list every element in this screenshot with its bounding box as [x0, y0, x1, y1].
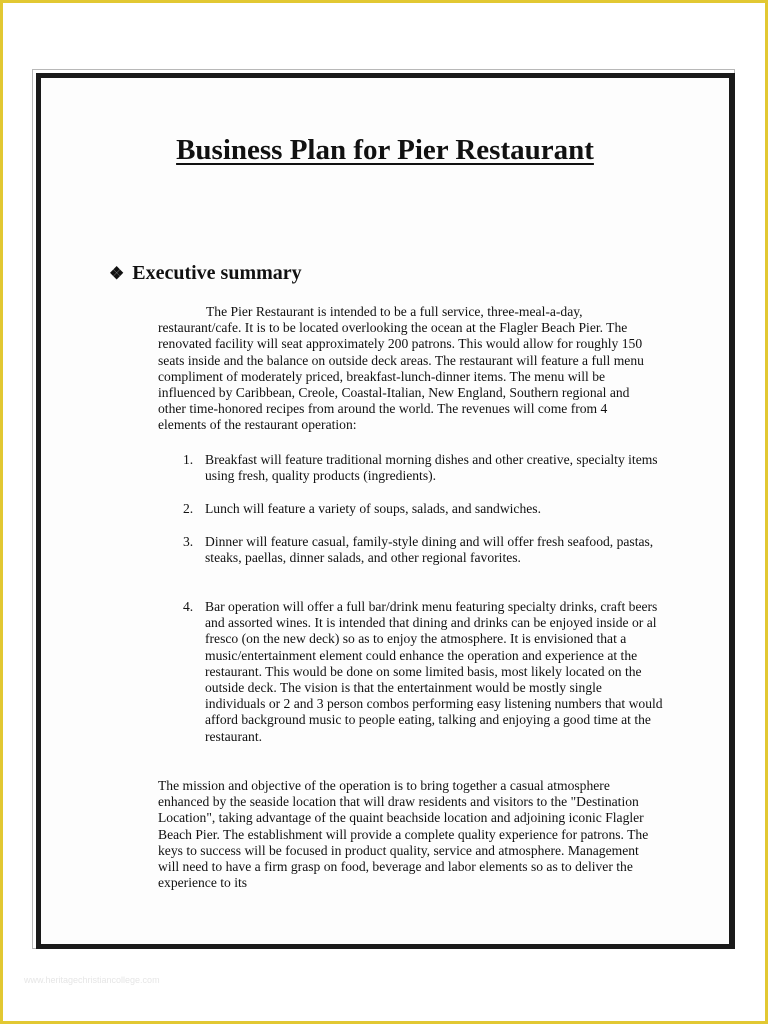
- list-item-text: Dinner will feature casual, family-style dining and will offer fresh seafood, pastas, steaks, paellas, dinner salads, and other regional favorites.: [205, 534, 654, 566]
- list-item-number: 1.: [183, 452, 194, 467]
- diamond-bullet-icon: ❖: [109, 263, 125, 283]
- list-item: [169, 501, 663, 517]
- list-item-number: 2.: [183, 501, 194, 516]
- section-heading-text: Executive summary: [132, 262, 302, 284]
- section-heading: [109, 262, 302, 285]
- list-item: [169, 534, 663, 566]
- list-item-text: Bar operation will offer a full bar/drink menu featuring specialty drinks, craft beers and assorted wines. It is intended that dining and drinks can be enjoyed inside or al fresco (on the new deck) so as to enjoy the atmosphere. It is envisioned that a music/entertainment element could enhance the operation and experience at the restaurant. This would be done on some limited basis, most likely located on the outside deck. The vision is that the entertainment would be mostly single individuals or 2 and 3 person combos performing easy listening numbers that would afford background music to people eating, talking and enjoying a good time at the restaurant.: [205, 599, 663, 744]
- document-title: Business Plan for Pier Restaurant: [176, 134, 594, 166]
- intro-paragraph: The Pier Restaurant is intended to be a full service, three-meal-a-day, restaurant/cafe. It is to be located overlooking the ocean at the Flagler Beach Pier. The renovated facility will seat approximately 200 patrons. This would allow for roughly 150 seats inside and the balance on outside deck areas. The restaurant will feature a full menu compliment of moderately priced, breakfast-lunch-dinner items. The menu will be influenced by Caribbean, Creole, Coastal-Italian, New England, Southern regional and other time-honored recipes from around the world. The revenues will come from 4 elements of the restaurant operation:: [158, 304, 644, 433]
- list-item-text: Breakfast will feature traditional morning dishes and other creative, specialty items using fresh, quality products (ingredients).: [205, 452, 658, 484]
- list-item-number: 3.: [183, 534, 194, 549]
- list-item-number: 4.: [183, 599, 194, 614]
- mission-paragraph: The mission and objective of the operation is to bring together a casual atmosphere enhanced by the seaside location that will draw residents and visitors to the "Destination Location", taking advantage of the quaint beachside location and adjoining iconic Flagler Beach Pier. The establishment will provide a complete quality experience for patrons. The keys to success will be focused in product quality, service and atmosphere. Management will need to have a firm grasp on food, beverage and labor elements so as to deliver the experience to its: [158, 778, 649, 891]
- list-item-text: Lunch will feature a variety of soups, salads, and sandwiches.: [205, 501, 541, 516]
- list-item: [169, 599, 663, 745]
- document-frame: [36, 73, 735, 949]
- watermark: www.heritagechristiancollege.com: [24, 975, 160, 985]
- list-item: [169, 452, 663, 484]
